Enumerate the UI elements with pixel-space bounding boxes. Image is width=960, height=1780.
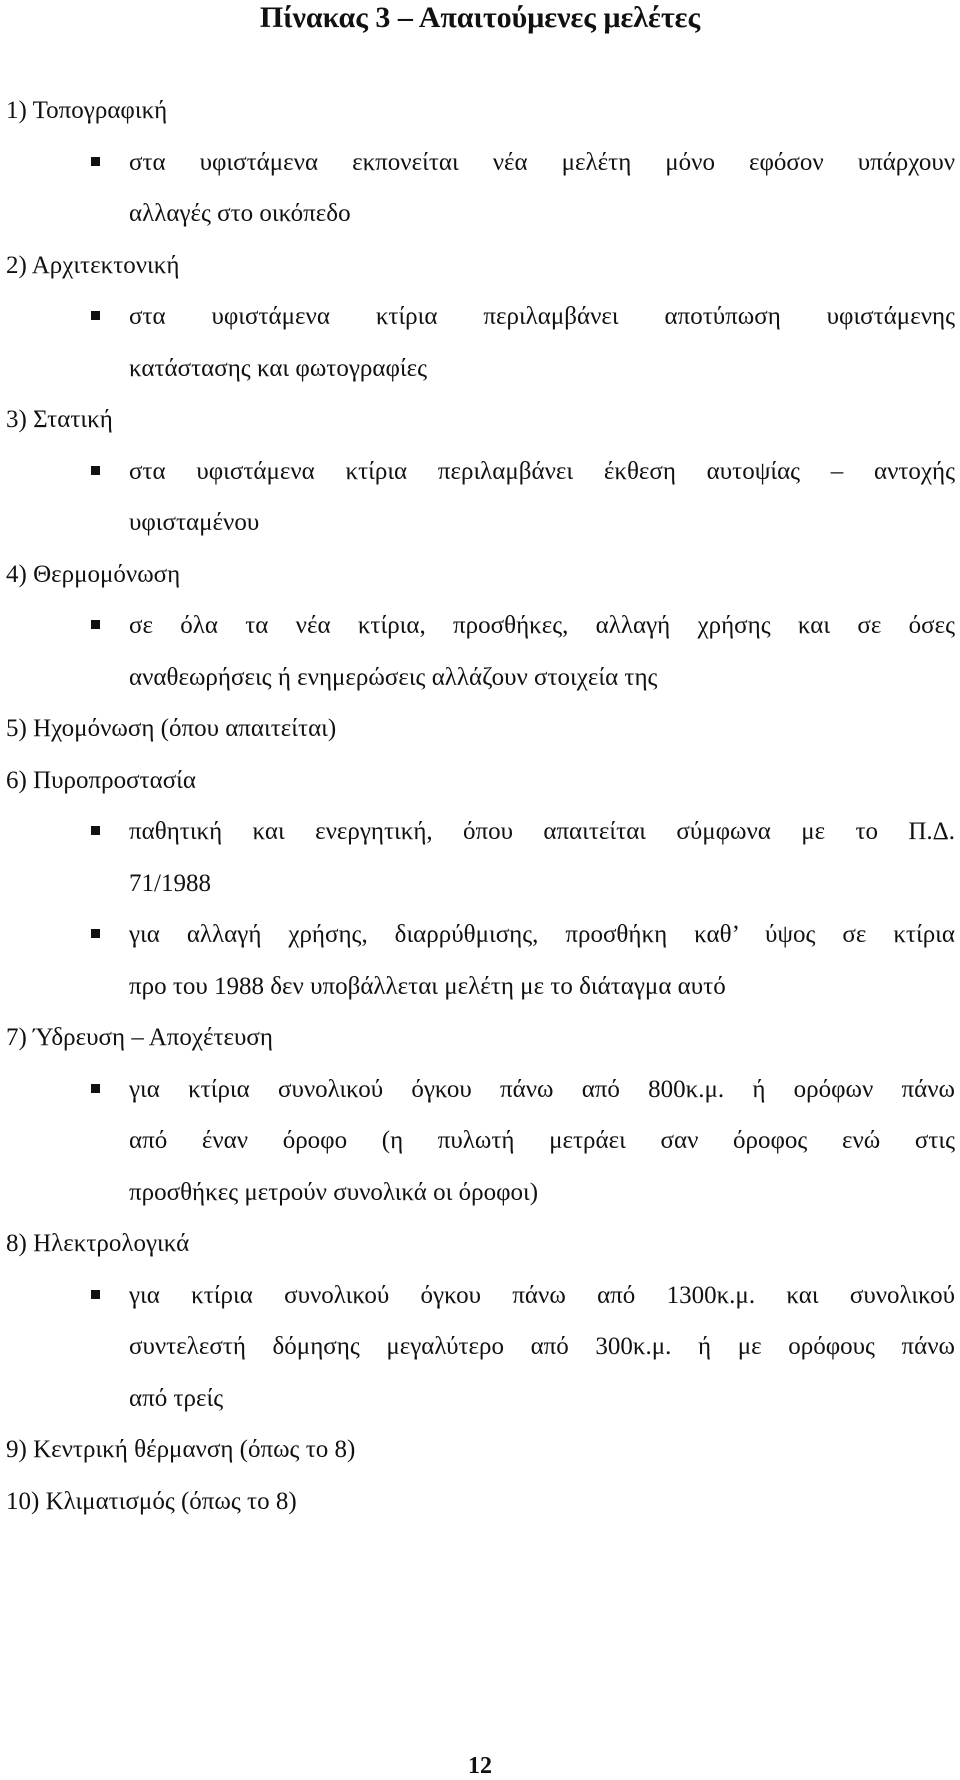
table-title: Πίνακας 3 – Απαιτούμενες μελέτες: [259, 1, 701, 34]
square-bullet-icon: [91, 929, 100, 938]
bullet-text-line: για κτίρια συνολικού όγκου πάνω από 800κ.μ. ή ορόφων πάνω: [129, 1075, 955, 1103]
bullet-text-line: στα υφιστάμενα εκπονείται νέα μελέτη μόνο εφόσον υπάρχουν: [129, 148, 955, 176]
section-heading: 6) Πυροπροστασία: [6, 766, 197, 794]
square-bullet-icon: [91, 311, 100, 320]
section-heading: 3) Στατική: [6, 406, 113, 433]
bullet-text-line: αναθεωρήσεις ή ενημερώσεις αλλάζουν στοιχεία της: [129, 663, 658, 691]
page-number: 12: [468, 1753, 492, 1779]
section-heading: 4) Θερμομόνωση: [6, 560, 181, 588]
bullet-text-line: προσθήκες μετρούν συνολικά οι όροφοι): [129, 1178, 539, 1206]
square-bullet-icon: [91, 157, 100, 166]
section-heading: 8) Ηλεκτρολογικά: [6, 1230, 190, 1257]
square-bullet-icon: [91, 620, 100, 629]
bullet-text-line: στα υφιστάμενα κτίρια περιλαμβάνει έκθεση αυτοψίας – αντοχής: [129, 457, 955, 485]
square-bullet-icon: [91, 1084, 100, 1093]
bullet-text-line: προ του 1988 δεν υποβάλλεται μελέτη με το διάταγμα αυτό: [129, 972, 726, 1000]
section-heading: 1) Τοπογραφική: [6, 97, 168, 124]
bullet-text-line: κατάστασης και φωτογραφίες: [129, 354, 427, 382]
bullet-text-line: από έναν όροφο (η πυλωτή μετράει σαν όροφος ενώ στις: [129, 1127, 955, 1154]
section-heading: 5) Ηχομόνωση (όπου απαιτείται): [6, 715, 337, 742]
section-heading: 7) Ύδρευση – Αποχέτευση: [6, 1024, 273, 1051]
square-bullet-icon: [91, 1290, 100, 1299]
square-bullet-icon: [91, 826, 100, 835]
section-heading: 10) Κλιματισμός (όπως το 8): [6, 1487, 297, 1515]
bullet-text-line: στα υφιστάμενα κτίρια περιλαμβάνει αποτύπωση υφιστάμενης: [129, 303, 955, 330]
bullet-text-line: συντελεστή δόμησης μεγαλύτερο από 300κ.μ. ή με ορόφους πάνω: [129, 1333, 955, 1360]
bullet-text-line: αλλαγές στο οικόπεδο: [129, 200, 351, 227]
bullet-text-line: σε όλα τα νέα κτίρια, προσθήκες, αλλαγή χρήσης και σε όσες: [129, 612, 955, 639]
bullet-text-line: παθητική και ενεργητική, όπου απαιτείται σύμφωνα με το Π.Δ.: [129, 818, 955, 845]
section-heading: 9) Κεντρική θέρμανση (όπως το 8): [6, 1436, 356, 1463]
section-heading: 2) Αρχιτεκτονική: [6, 251, 180, 279]
bullet-text-line: 71/1988: [129, 869, 211, 897]
bullet-text-line: για αλλαγή χρήσης, διαρρύθμισης, προσθήκη καθ’ ύψος σε κτίρια: [129, 921, 955, 948]
square-bullet-icon: [91, 466, 100, 475]
bullet-text-line: υφισταμένου: [129, 509, 260, 536]
bullet-text-line: από τρείς: [129, 1384, 224, 1412]
bullet-text-line: για κτίρια συνολικού όγκου πάνω από 1300κ.μ. και συνολικού: [129, 1281, 955, 1309]
